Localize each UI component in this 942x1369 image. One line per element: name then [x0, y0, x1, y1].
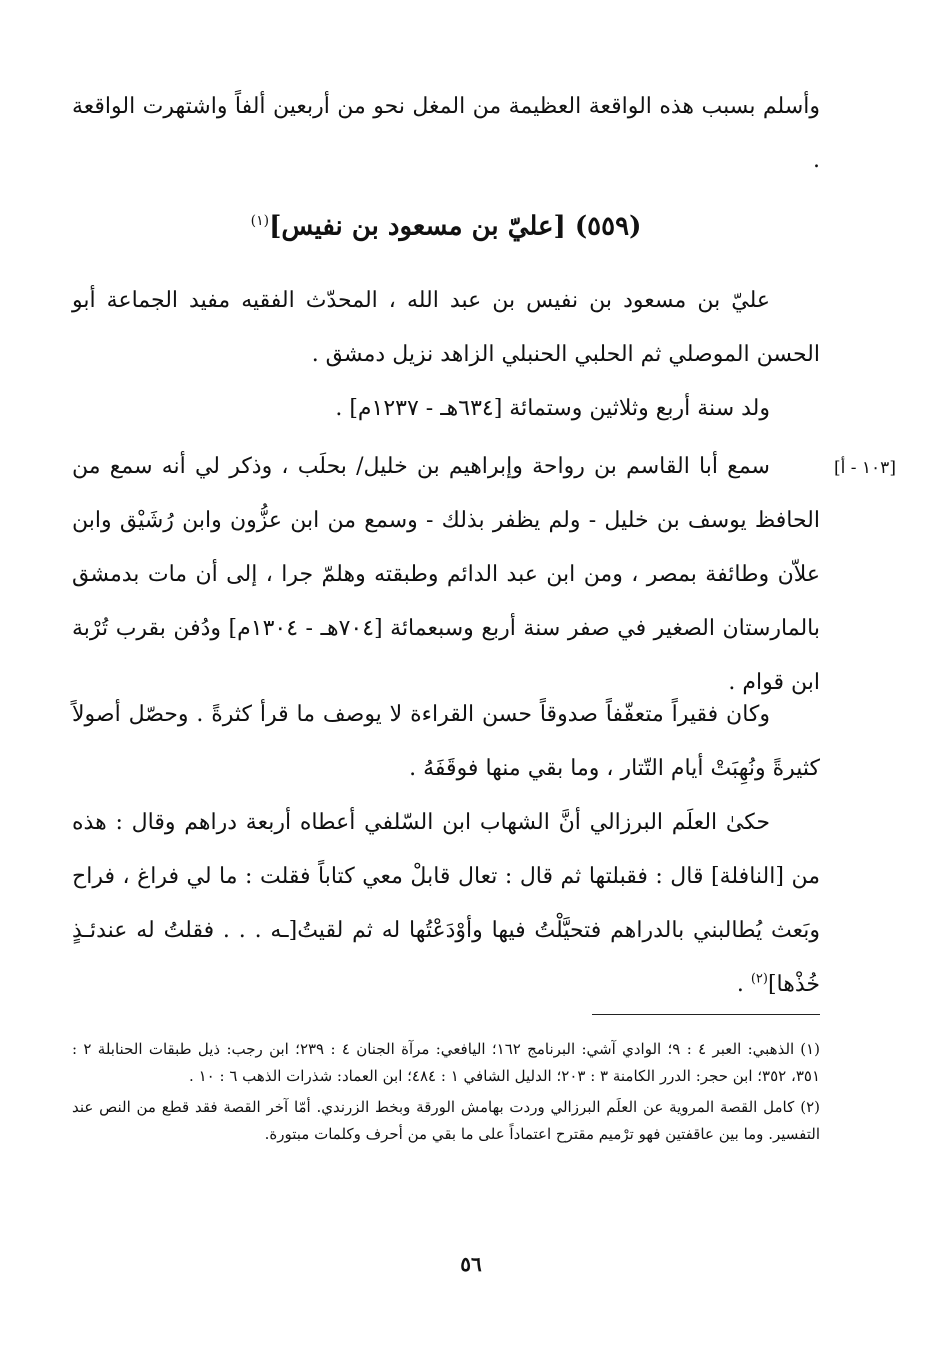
footnote-2-text: كامل القصة المروية عن العلَم البرزالي وردت بهامش الورقة وبخط الزرندي. أمّا آخر القصة فقد قطع من النص عند التفسير. وما بين عاقفتين فهو ترْميم مقترح اعتماداً على ما بقي من أحرف وكلمات مبتورة.	[72, 1098, 820, 1143]
heading-footnote-marker: (١)	[250, 213, 270, 229]
footnote-separator	[592, 1014, 820, 1015]
birth-paragraph: ولد سنة أربع وثلاثين وستمائة [٦٣٤هـ - ١٢٣٧م] .	[335, 396, 770, 421]
story-footnote-marker: (٢)	[750, 971, 768, 987]
character-paragraph: وكان فقيراً متعفّفاً صدوقاً حسن القراءة لا يوصف ما قرأ كثرةً . وحصّل أصولاً كثيرةً ونُهِبَتْ أيام التّتار ، وما بقي منها فوقَفَهُ .	[72, 702, 820, 781]
entry-heading	[72, 196, 820, 252]
footnote-2-number: (٢)	[800, 1098, 820, 1116]
entry-heading-text: (٥٥٩) [عليّ بن مسعود بن نفيس]	[269, 211, 642, 242]
intro-paragraph: وأسلم بسبب هذه الواقعة العظيمة من المغل نحو من أربعين ألفاً واشتهرت الواقعة .	[72, 94, 820, 173]
footnote-1	[72, 1036, 820, 1090]
name-paragraph: عليّ بن مسعود بن نفيس بن عبد الله ، المحدّث الفقيه مفيد الجماعة أبو الحسن الموصلي ثم الحلبي الحنبلي الزاهد نزيل دمشق .	[72, 288, 820, 367]
footnotes	[72, 1036, 820, 1152]
story-end: .	[736, 972, 751, 997]
story-text: حكىٰ العلَم البرزالي أنَّ الشهاب ابن السّلفي أعطاه أربعة دراهم وقال : هذه من [النافلة] قال : فقبلتها ثم قال : تعال قابلْ معي كتاباً فقلت : ما لي فراغ ، فراح وبَعث يُطالبني بالدراهم فتحيَّلْتُ فيها وأوْدَعْتُها له ثم لقيتُ[ـه . . . فقلتُ له عندئـذٍ خُذْها]	[72, 810, 820, 997]
footnote-2	[72, 1094, 820, 1148]
footnote-1-text: الذهبي: العبر ٤ : ٩؛ الوادي آشي: البرنامج ١٦٢؛ اليافعي: مرآة الجنان ٤ : ٢٣٩؛ ابن رجب: ذيل طبقات الحنابلة ٢ : ٣٥١، ٣٥٢؛ ابن حجر: الدرر الكامنة ٣ : ٢٠٣؛ الدليل الشافي ١ : ٤٨٤؛ ابن العماد: شذرات الذهب ٦ : ١٠ .	[72, 1040, 820, 1085]
footnote-1-number: (١)	[800, 1040, 820, 1058]
manuscript-folio-note: [١٠٣ - أ]	[834, 458, 896, 478]
page-number: ٥٦	[460, 1252, 482, 1276]
story-paragraph	[72, 796, 820, 1012]
hearing-paragraph: سمع أبا القاسم بن رواحة وإبراهيم بن خليل/ بحلَب ، وذكر لي أنه سمع من الحافظ يوسف بن خليل - ولم يظفر بذلك - وسمع من ابن عزُّون وابن رُشَيْق وابن علاّن وطائفة بمصر ، ومن ابن عبد الدائم وطبقته وهلمّ جرا ، إلى أن مات بدمشق بالمارستان الصغير في صفر سنة أربع وسبعمائة [٧٠٤هـ - ١٣٠٤م] ودُفن بقرب تُرْبة ابن قوام .	[72, 454, 820, 695]
